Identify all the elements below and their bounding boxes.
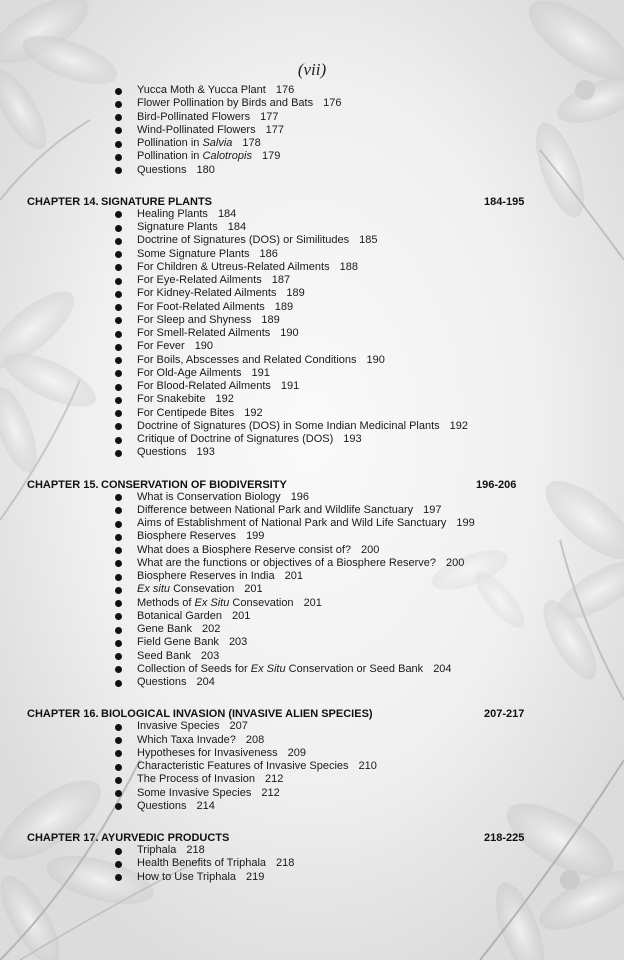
list-item: [137, 301, 293, 314]
item-italic-text: Ex Situ: [250, 662, 286, 675]
list-item: [137, 393, 234, 406]
page-ref: 185: [359, 234, 378, 247]
page-ref: 212: [265, 773, 284, 786]
item-label: [137, 871, 236, 883]
item-text: Consevation: [170, 583, 235, 596]
item-italic-text: Ex situ: [137, 583, 171, 596]
list-item: [137, 650, 219, 663]
item-label: [137, 623, 192, 635]
chapter-heading: [27, 195, 213, 209]
item-text: For Kidney-Related Ailments: [137, 287, 277, 300]
page-ref: 203: [200, 649, 220, 662]
bullet-icon: [115, 574, 122, 581]
page-ref: 207: [229, 720, 248, 733]
item-text: For Centipede Bites: [137, 406, 235, 419]
item-text: How to Use Triphala: [137, 870, 237, 883]
item-label: [137, 287, 276, 299]
item-text: Some Signature Plants: [137, 247, 250, 260]
item-label: [137, 164, 187, 176]
bullet-icon: [115, 547, 122, 554]
list-item: [137, 597, 322, 610]
list-item: [137, 636, 247, 649]
list-item: [137, 663, 452, 676]
item-label: [137, 583, 234, 595]
page-ref: 193: [343, 433, 362, 445]
bullet-icon: [115, 114, 122, 121]
item-label: [137, 446, 187, 458]
bullet-icon: [115, 154, 122, 161]
bullet-icon: [115, 521, 122, 528]
page-ref: 179: [261, 150, 281, 163]
item-text: Questions: [137, 163, 187, 176]
list-item: [137, 124, 284, 137]
bullet-icon: [115, 764, 122, 771]
list-item: [137, 221, 246, 234]
item-text: Yucca Moth & Yucca Plant: [137, 84, 266, 96]
page-ref: 200: [446, 556, 465, 569]
list-item: [137, 570, 303, 583]
list-item: [137, 734, 264, 747]
item-text: Pollination in: [137, 137, 203, 149]
item-text: Critique of Doctrine of Signatures (DOS): [137, 433, 334, 445]
page-ref: 204: [433, 662, 452, 675]
item-label: [137, 340, 185, 352]
item-label: [137, 720, 220, 732]
item-label: [137, 221, 218, 233]
bullet-icon: [115, 653, 122, 660]
list-item: [137, 164, 215, 177]
item-text: The Process of Invasion: [137, 773, 256, 786]
list-item: [137, 208, 236, 221]
page-ref: 201: [284, 570, 303, 582]
item-label: [137, 773, 255, 785]
item-text: Hypotheses for Invasiveness: [137, 746, 278, 759]
list-item: [137, 137, 261, 150]
bullet-icon: [115, 141, 122, 148]
bullet-icon: [115, 88, 122, 95]
item-label: [137, 491, 281, 503]
list-item: [137, 287, 305, 300]
item-text: Questions: [137, 799, 187, 812]
bullet-icon: [115, 587, 122, 594]
item-label: [137, 380, 271, 392]
page-ref: 209: [287, 746, 306, 759]
page-ref: 201: [303, 596, 322, 609]
bullet-icon: [115, 304, 122, 311]
item-label: [137, 734, 236, 746]
item-label: [137, 314, 251, 326]
item-label: [137, 650, 191, 662]
page-ref: 212: [261, 786, 280, 799]
list-item: [137, 491, 309, 504]
item-label: [137, 597, 294, 609]
item-text: Pollination in: [137, 150, 203, 163]
bullet-icon: [115, 494, 122, 501]
chapter-heading: [27, 707, 373, 721]
page-ref: 184: [217, 207, 237, 220]
item-text: Aims of Establishment of National Park and Wild Life Sanctuary: [137, 517, 447, 529]
bullet-icon: [115, 724, 122, 731]
page-ref: 176: [275, 84, 295, 96]
list-item: [137, 340, 213, 353]
item-label: [137, 248, 250, 260]
list-item: [137, 248, 278, 261]
page-ref: 204: [196, 676, 215, 688]
item-text: For Foot-Related Ailments: [137, 300, 265, 313]
chapter-page-range: 218-225: [484, 832, 525, 844]
bullet-icon: [115, 238, 122, 245]
item-label: [137, 676, 187, 688]
item-text: For Fever: [137, 340, 185, 353]
item-text: What does a Biosphere Reserve consist of?: [137, 543, 352, 556]
page-ref: 208: [245, 733, 265, 746]
list-item: [137, 446, 215, 459]
item-text: Signature Plants: [137, 221, 218, 233]
bullet-icon: [115, 344, 122, 351]
page-ref: 192: [215, 393, 234, 406]
list-item: [137, 760, 377, 773]
item-text: Field Gene Bank: [137, 636, 219, 649]
item-label: [137, 124, 256, 136]
item-text: For Boils, Abscesses and Related Conditions: [137, 353, 357, 366]
item-label: [137, 857, 266, 869]
item-text: Conservation or Seed Bank: [285, 662, 424, 675]
list-item: [137, 871, 264, 884]
chapter-heading: [27, 478, 287, 492]
chapter-number: CHAPTER 16.: [27, 708, 99, 721]
page-ref: 187: [271, 274, 291, 286]
item-text: For Eye-Related Ailments: [137, 274, 262, 286]
item-label: [137, 844, 176, 856]
item-text: Flower Pollination by Birds and Bats: [137, 97, 314, 110]
item-label: [137, 636, 219, 648]
page-ref: 196: [290, 490, 310, 503]
list-item: [137, 544, 379, 557]
bullet-icon: [115, 101, 122, 108]
item-text: Biosphere Reserves: [137, 530, 237, 543]
bullet-icon: [115, 225, 122, 232]
bullet-icon: [115, 874, 122, 881]
item-label: [137, 234, 349, 246]
list-item: [137, 720, 248, 733]
chapter-title: BIOLOGICAL INVASION (INVASIVE ALIEN SPECIES): [101, 708, 373, 721]
page-ref: 218: [276, 857, 295, 870]
item-label: [137, 301, 265, 313]
list-item: [137, 857, 294, 870]
bullet-icon: [115, 737, 122, 744]
item-label: [137, 517, 446, 529]
list-item: [137, 844, 205, 857]
page-number: (vii): [297, 60, 327, 79]
item-text: For Children & Utreus-Related Ailments: [137, 260, 330, 273]
item-text: Doctrine of Signatures (DOS) in Some Indian Medicinal Plants: [137, 419, 440, 432]
item-label: [137, 274, 262, 286]
page-ref: 192: [244, 406, 263, 419]
bullet-icon: [115, 627, 122, 634]
item-label: [137, 420, 440, 432]
item-label: [137, 663, 423, 675]
chapter-title: SIGNATURE PLANTS: [101, 195, 213, 208]
list-item: [137, 150, 280, 163]
item-label: [137, 327, 270, 339]
item-label: [137, 111, 250, 123]
item-text: Triphala: [137, 844, 177, 856]
item-label: [137, 747, 278, 759]
chapter-title: AYURVEDIC PRODUCTS: [101, 832, 230, 844]
list-item: [137, 84, 294, 97]
list-item: [137, 583, 263, 596]
page-ref: 189: [286, 287, 305, 300]
item-text: Consevation: [229, 596, 294, 609]
item-text: Seed Bank: [137, 649, 191, 662]
item-italic-text: Ex Situ: [194, 596, 230, 609]
item-text: Healing Plants: [137, 207, 208, 220]
item-italic-text: Calotropis: [202, 150, 252, 163]
bullet-icon: [115, 437, 122, 444]
item-label: [137, 557, 436, 569]
item-text: For Smell-Related Ailments: [137, 327, 271, 339]
bullet-icon: [115, 777, 122, 784]
item-label: [137, 570, 275, 582]
list-item: [137, 274, 290, 287]
page-ref: 180: [196, 163, 215, 176]
page-ref: 199: [456, 517, 475, 529]
page-ref: 190: [280, 327, 299, 339]
item-italic-text: Salvia: [202, 137, 233, 149]
list-item: [137, 111, 278, 124]
bullet-icon: [115, 534, 122, 541]
bullet-icon: [115, 848, 122, 855]
item-text: Wind-Pollinated Flowers: [137, 123, 256, 136]
list-item: [137, 354, 385, 367]
page-ref: 214: [196, 799, 215, 812]
page-ref: 218: [186, 844, 205, 856]
list-item: [137, 517, 475, 530]
page-ref: 190: [194, 340, 214, 353]
bullet-icon: [115, 291, 122, 298]
page-ref: 176: [323, 97, 342, 110]
bullet-icon: [115, 167, 122, 174]
item-label: [137, 544, 351, 556]
item-text: Collection of Seeds for: [137, 662, 251, 675]
list-item: [137, 676, 215, 689]
bullet-icon: [115, 600, 122, 607]
chapter-page-range: 207-217: [484, 708, 525, 721]
list-item: [137, 97, 341, 110]
item-label: [137, 137, 232, 149]
item-label: [137, 530, 236, 542]
item-text: Botanical Garden: [137, 609, 222, 622]
page-ref: 189: [261, 313, 280, 326]
item-text: Invasive Species: [137, 720, 220, 733]
bullet-icon: [115, 331, 122, 338]
page-ref: 191: [251, 366, 270, 379]
list-item: [137, 557, 464, 570]
bullet-icon: [115, 680, 122, 687]
bullet-icon: [115, 357, 122, 364]
page-ref: 188: [339, 260, 358, 273]
page-ref: 197: [423, 503, 442, 516]
chapter-page-range: 196-206: [476, 478, 517, 491]
item-label: [137, 760, 349, 772]
item-label: [137, 97, 313, 109]
bullet-icon: [115, 397, 122, 404]
item-text: Which Taxa Invade?: [137, 733, 236, 746]
list-item: [137, 367, 270, 380]
page-ref: 178: [242, 137, 261, 149]
page-ref: 199: [246, 530, 265, 543]
item-text: Bird-Pollinated Flowers: [137, 110, 251, 123]
item-text: For Snakebite: [137, 393, 206, 406]
item-text: Questions: [137, 446, 187, 459]
list-item: [137, 433, 362, 446]
page-ref: 201: [244, 583, 263, 596]
list-item: [137, 747, 306, 760]
item-text: For Old-Age Ailments: [137, 366, 242, 379]
list-item: [137, 800, 215, 813]
item-text: Difference between National Park and Wildlife Sanctuary: [137, 503, 414, 516]
page-ref: 177: [260, 110, 279, 123]
page-ref: 192: [449, 419, 468, 432]
list-item: [137, 420, 468, 433]
page-ref: 189: [274, 300, 294, 313]
bullet-icon: [115, 251, 122, 258]
page-ref: 190: [366, 353, 385, 366]
item-text: Health Benefits of Triphala: [137, 857, 267, 870]
item-label: [137, 367, 242, 379]
item-text: Questions: [137, 676, 187, 688]
list-item: [137, 773, 283, 786]
chapter-number: CHAPTER 15.: [27, 478, 99, 491]
item-label: [137, 433, 333, 445]
item-label: [137, 407, 234, 419]
bullet-icon: [115, 278, 122, 285]
page-ref: 219: [246, 870, 265, 883]
list-item: [137, 610, 250, 623]
list-item: [137, 623, 220, 636]
item-label: [137, 84, 266, 96]
page-ref: 186: [259, 247, 278, 260]
chapter-number: CHAPTER 17.: [27, 832, 99, 844]
page-ref: 203: [228, 636, 248, 649]
item-text: Gene Bank: [137, 623, 193, 635]
item-label: [137, 354, 357, 366]
bullet-icon: [115, 861, 122, 868]
item-text: Doctrine of Signatures (DOS) or Similitudes: [137, 234, 350, 247]
list-item: [137, 787, 280, 800]
list-item: [137, 261, 358, 274]
chapter-page-range: 184-195: [484, 195, 525, 208]
item-text: Characteristic Features of Invasive Species: [137, 760, 349, 772]
item-text: Methods of: [137, 596, 195, 609]
page-ref: 200: [361, 543, 380, 556]
page-ref: 177: [265, 123, 284, 136]
item-label: [137, 610, 222, 622]
page-ref: 201: [232, 609, 251, 622]
page-ref: 184: [227, 221, 247, 233]
bullet-icon: [115, 384, 122, 391]
chapter-heading: [27, 831, 230, 845]
list-item: [137, 380, 299, 393]
item-text: For Sleep and Shyness: [137, 313, 252, 326]
item-text: Some Invasive Species: [137, 786, 252, 799]
list-item: [137, 327, 299, 340]
list-item: [137, 407, 263, 420]
item-text: What is Conservation Biology: [137, 490, 281, 503]
item-label: [137, 800, 187, 812]
list-item: [137, 314, 280, 327]
item-label: [137, 393, 205, 405]
chapter-title: CONSERVATION OF BIODIVERSITY: [101, 478, 287, 491]
item-label: [137, 208, 208, 220]
list-item: [137, 530, 264, 543]
page-ref: 193: [196, 446, 215, 459]
item-label: [137, 504, 413, 516]
item-label: [137, 261, 330, 273]
item-text: For Blood-Related Ailments: [137, 380, 271, 392]
item-text: What are the functions or objectives of a Biosphere Reserve?: [137, 556, 436, 569]
list-item: [137, 234, 378, 247]
item-label: [137, 150, 252, 162]
page-ref: 210: [358, 760, 377, 772]
bullet-icon: [115, 640, 122, 647]
page-ref: 191: [280, 380, 300, 392]
item-text: Biosphere Reserves in India: [137, 570, 275, 582]
bullet-icon: [115, 790, 122, 797]
bullet-icon: [115, 410, 122, 417]
item-label: [137, 787, 251, 799]
chapter-number: CHAPTER 14.: [27, 195, 99, 208]
list-item: [137, 504, 442, 517]
bullet-icon: [115, 450, 122, 457]
page-ref: 202: [202, 623, 221, 635]
